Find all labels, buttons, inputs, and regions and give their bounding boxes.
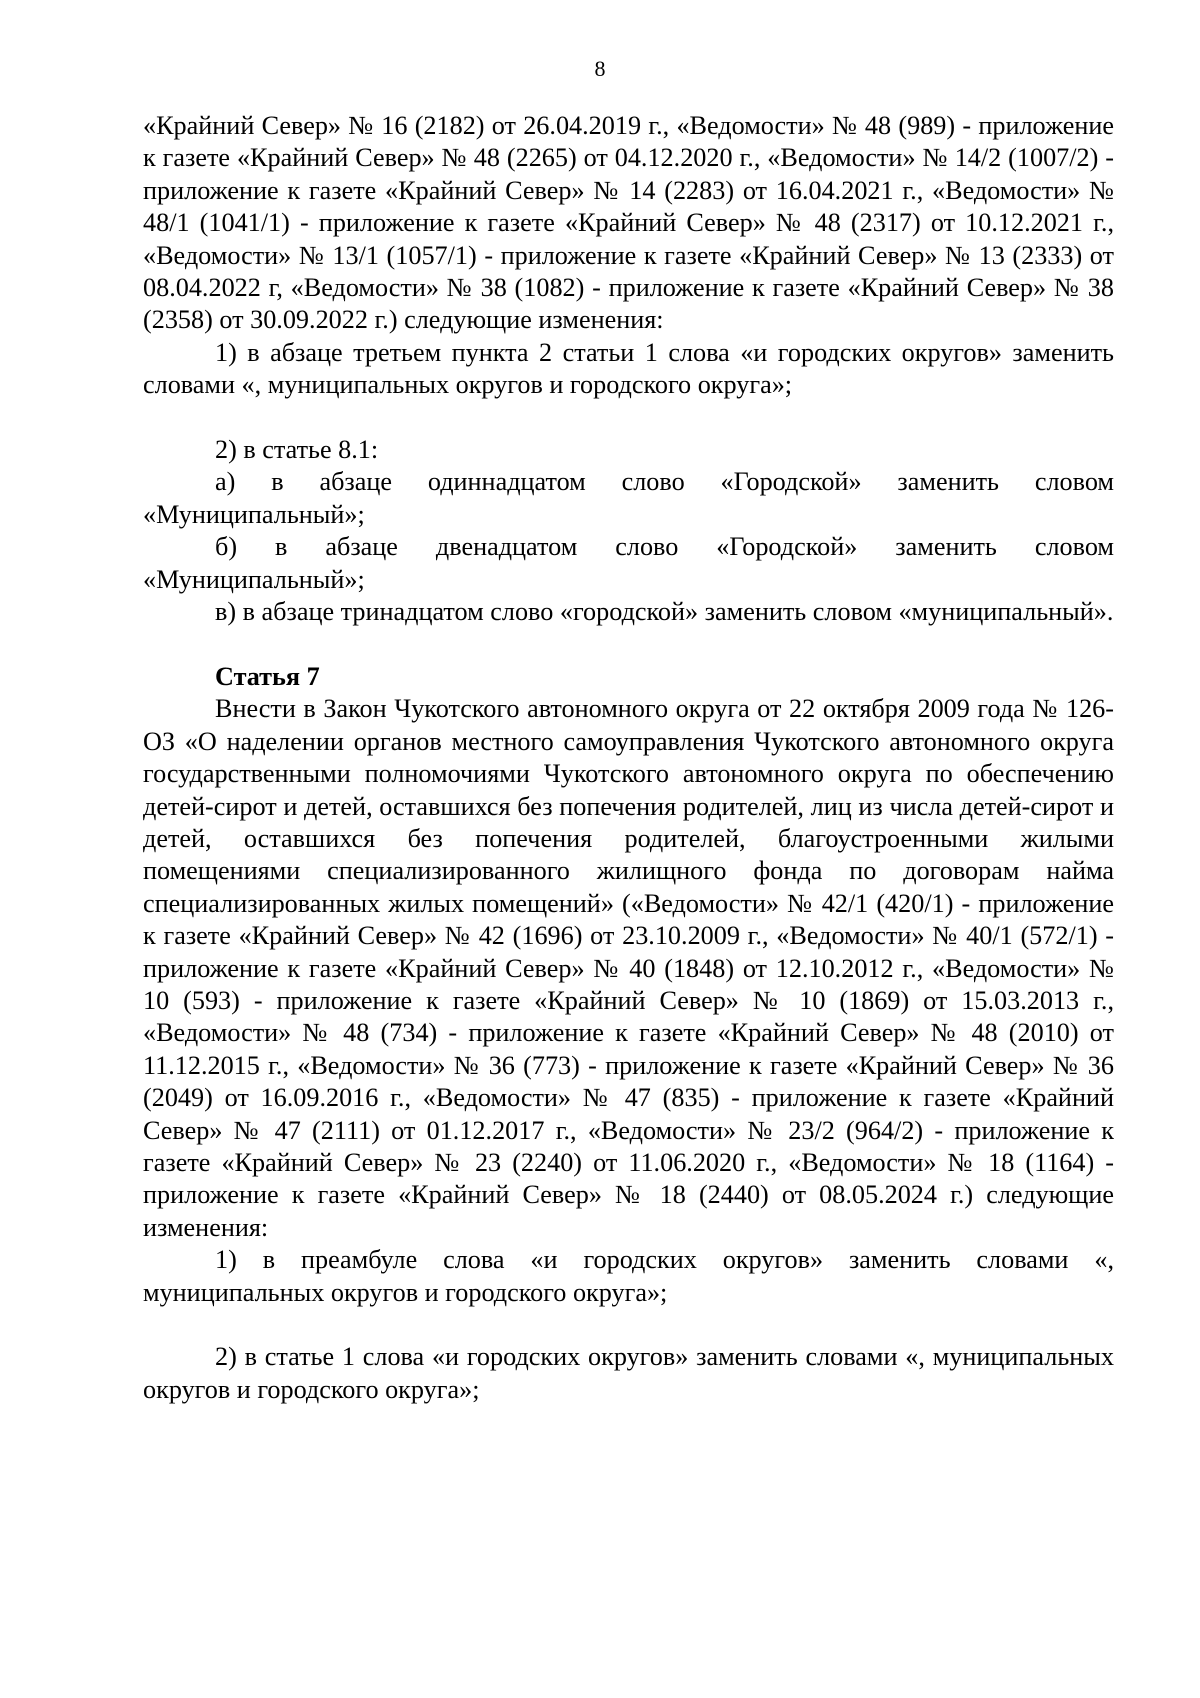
paragraph-gap (143, 402, 1114, 434)
article7-heading: Статья 7 (215, 661, 320, 691)
document-body (143, 110, 1114, 1406)
article7-item-1: 1) в преамбуле слова «и городских округов» заменить словами «, муниципальных округов и городского округа»; (143, 1245, 1114, 1307)
article7-intro: Внести в Закон Чукотского автономного округа от 22 октября 2009 года № 126-ОЗ «О наделении органов местного самоуправления Чукотского автономного округа государственными полномочиями Чукотского автономного округа по обеспечению детей-сирот и детей, оставшихся без попечения родителей, лиц из числа детей-сирот и детей, оставшихся без попечения родителей, благоустроенными жилыми помещениями специализированного жилищного фонда по договорам найма специализированных жилых помещений» («Ведомости» № 42/1 (420/1) - приложение к газете «Крайний Север» № 42 (1696) от 23.10.2009 г., «Ведомости» № 40/1 (572/1) - приложение к газете «Крайний Север» № 40 (1848) от 12.10.2012 г., «Ведомости» № 10 (593) - приложение к газете «Крайний Север» № 10 (1869) от 15.03.2013 г., «Ведомости» № 48 (734) - приложение к газете «Крайний Север» № 48 (2010) от 11.12.2015 г., «Ведомости» № 36 (773) - приложение к газете «Крайний Север» № 36 (2049) от 16.09.2016 г., «Ведомости» № 47 (835) - приложение к газете «Крайний Север» № 47 (2111) от 01.12.2017 г., «Ведомости» № 23/2 (964/2) - приложение к газете «Крайний Север» № 23 (2240) от 11.06.2020 г., «Ведомости» № 18 (1164) - приложение к газете «Крайний Север» № 18 (2440) от 08.05.2024 г.) следующие изменения: (143, 694, 1114, 1242)
article6-item-1: 1) в абзаце третьем пункта 2 статьи 1 слова «и городских округов» заменить словами «, муниципальных округов и городского округа»; (143, 337, 1114, 400)
article7-item-2: 2) в статье 1 слова «и городских округов» заменить словами «, муниципальных округов и городского округа»; (143, 1342, 1114, 1404)
article6-item-2a: а) в абзаце одиннадцатом слово «Городской» заменить словом «Муниципальный»; (143, 467, 1114, 529)
paragraph-gap (143, 1309, 1114, 1341)
paragraph-gap (143, 629, 1114, 661)
article6-item-2: 2) в статье 8.1: (215, 435, 379, 465)
article6-item-2b: б) в абзаце двенадцатом слово «Городской» заменить словом «Муниципальный»; (143, 532, 1114, 594)
article6-intro-continuation: «Крайний Север» № 16 (2182) от 26.04.2019 г., «Ведомости» № 48 (989) - приложение к газете «Крайний Север» № 48 (2265) от 04.12.2020 г., «Ведомости» № 14/2 (1007/2) - приложение к газете «Крайний Север» № 14 (2283) от 16.04.2021 г., «Ведомости» № 48/1 (1041/1) - приложение к газете «Крайний Север» № 48 (2317) от 10.12.2021 г., «Ведомости» № 13/1 (1057/1) - приложение к газете «Крайний Север» № 13 (2333) от 08.04.2022 г, «Ведомости» № 38 (1082) - приложение к газете «Крайний Север» № 38 (2358) от 30.09.2022 г.) следующие изменения: (143, 111, 1114, 335)
article6-item-2c: в) в абзаце тринадцатом слово «городской» заменить словом «муниципальный». (215, 597, 1114, 627)
page-number: 8 (594, 56, 606, 81)
